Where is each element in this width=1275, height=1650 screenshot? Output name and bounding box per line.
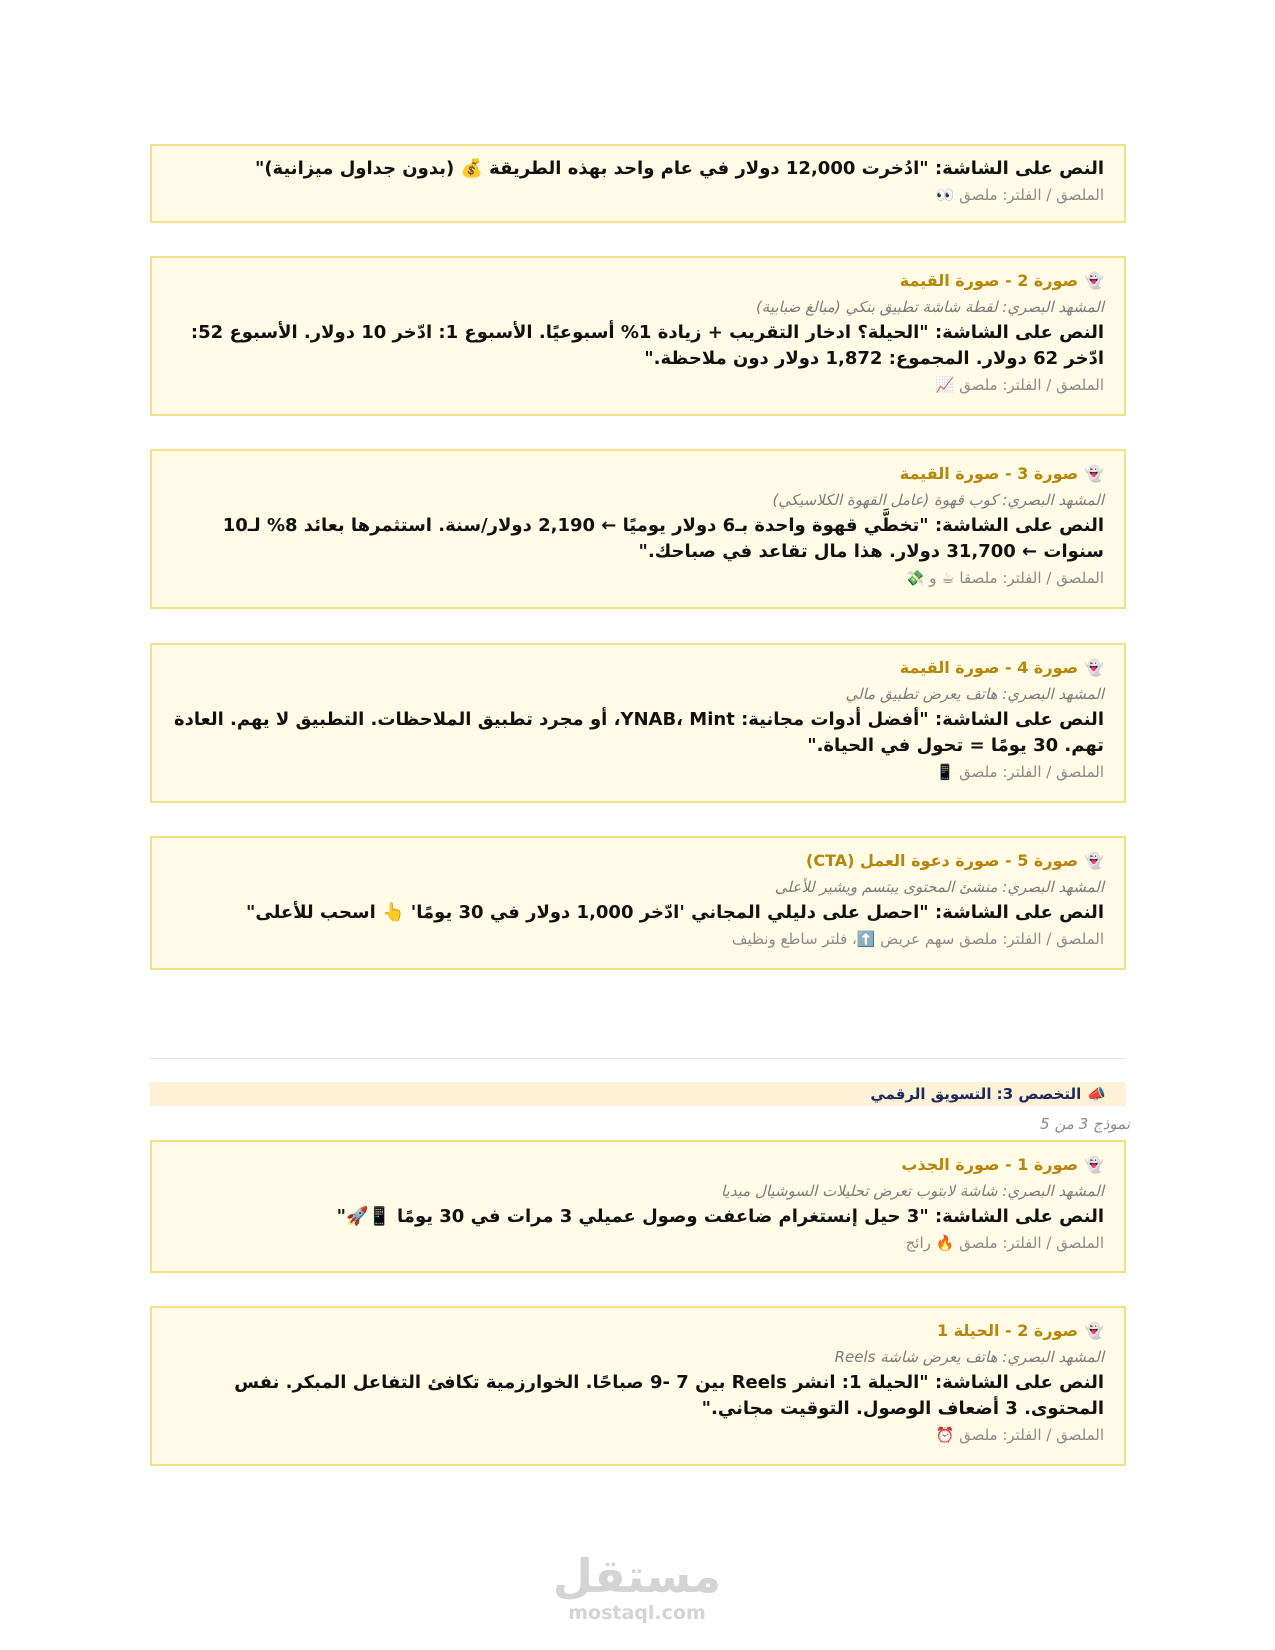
megaphone-icon: 📣 (1087, 1085, 1106, 1103)
card-title-text: صورة 3 - صورة القيمة (899, 464, 1079, 483)
story-card-2 (150, 256, 1126, 416)
card-title (172, 268, 1104, 294)
sticker-line: الملصق / الفلتر: ملصق ⏰ (935, 1426, 1104, 1444)
visual-scene: المشهد البصري: هاتف يعرض شاشة Reels (834, 1348, 1104, 1366)
sample-count: نموذج 3 من 5 (1040, 1115, 1130, 1133)
story-card-7 (150, 1306, 1126, 1466)
visual-scene: المشهد البصري: شاشة لابتوب تعرض تحليلات السوشيال ميديا (720, 1182, 1104, 1200)
screen-text: النص على الشاشة: "تخطَّي قهوة واحدة بـ6 دولار يوميًا ← 2,190 دولار/سنة. استثمرها بعائد 8% لـ10 سنوات ← 31,700 دولار. هذا مال تقاعد في صباحك." (222, 515, 1104, 562)
screen-text: النص على الشاشة: "الحيلة 1: انشر Reels بين 7 -9 صباحًا. الخوارزمية تكافئ التفاعل المبكر. نفس المحتوى. 3 أضعاف الوصول. التوقيت مجاني." (234, 1372, 1104, 1419)
logo-latin-text: mostaql.com (568, 1602, 706, 1624)
ghost-icon: 👻 (1084, 1155, 1104, 1174)
card-title-text: صورة 5 - صورة دعوة العمل (CTA) (806, 851, 1079, 870)
card-title (172, 1152, 1104, 1178)
story-card-4 (150, 643, 1126, 803)
card-title (172, 848, 1104, 874)
card-title-text: صورة 2 - الحيلة 1 (936, 1321, 1079, 1340)
ghost-icon: 👻 (1084, 1321, 1104, 1340)
section-heading (150, 1082, 1126, 1106)
visual-scene: المشهد البصري: هاتف يعرض تطبيق مالي (845, 685, 1104, 703)
section-divider (150, 1058, 1126, 1059)
card-title (172, 1318, 1104, 1344)
screen-text: النص على الشاشة: "أفضل أدوات مجانية: YNAB، Mint، أو مجرد تطبيق الملاحظات. التطبيق لا يهم. العادة تهم. 30 يومًا = تحول في الحياة." (174, 709, 1104, 756)
logo-arabic-text: مستقل (552, 1549, 722, 1603)
screen-text: النص على الشاشة: "الحيلة؟ ادخار التقريب + زيادة 1% أسبوعيًا. الأسبوع 1: ادّخر 10 دولار. الأسبوع 52: ادّخر 62 دولار. المجموع: 1,872 دولار دون ملاحظة." (190, 322, 1104, 369)
story-card-5 (150, 836, 1126, 970)
ghost-icon: 👻 (1084, 464, 1104, 483)
ghost-icon: 👻 (1084, 658, 1104, 677)
story-card-3 (150, 449, 1126, 609)
card-title-text: صورة 1 - صورة الجذب (901, 1155, 1079, 1174)
visual-scene: المشهد البصري: منشئ المحتوى يبتسم ويشير للأعلى (774, 878, 1104, 896)
sticker-line: الملصق / الفلتر: ملصق 📱 (935, 763, 1104, 781)
visual-scene: المشهد البصري: كوب قهوة (عامل القهوة الكلاسيكي) (772, 491, 1104, 509)
ghost-icon: 👻 (1084, 271, 1104, 290)
card-title (172, 655, 1104, 681)
card-title-text: صورة 2 - صورة القيمة (899, 271, 1079, 290)
screen-text: النص على الشاشة: "ادُخرت 12,000 دولار في عام واحد بهذه الطريقة 💰 (بدون جداول ميزانية)" (254, 158, 1104, 179)
visual-scene: المشهد البصري: لقطة شاشة تطبيق بنكي (مبالغ ضبابية) (755, 298, 1104, 316)
story-card-1 (150, 144, 1126, 223)
sticker-line: الملصق / الفلتر: ملصق 👀 (935, 186, 1104, 204)
card-title (172, 461, 1104, 487)
sticker-line: الملصق / الفلتر: ملصقا ☕ و 💸 (905, 569, 1104, 587)
screen-text: النص على الشاشة: "3 حيل إنستغرام ضاعفت وصول عميلي 3 مرات في 30 يومًا 📱🚀" (336, 1206, 1104, 1227)
sticker-line: الملصق / الفلتر: ملصق 🔥 رائج (905, 1234, 1104, 1252)
sticker-line: الملصق / الفلتر: ملصق 📈 (935, 376, 1104, 394)
story-card-6 (150, 1140, 1126, 1273)
sticker-line: الملصق / الفلتر: ملصق سهم عريض ⬆️، فلتر ساطع ونظيف (731, 930, 1104, 948)
card-title-text: صورة 4 - صورة القيمة (899, 658, 1079, 677)
ghost-icon: 👻 (1084, 851, 1104, 870)
section-heading-text: التخصص 3: التسويق الرقمي (870, 1085, 1082, 1103)
mostaql-logo (537, 1550, 737, 1624)
screen-text: النص على الشاشة: "احصل على دليلي المجاني 'ادّخر 1,000 دولار في 30 يومًا' 👆 اسحب للأعلى" (245, 902, 1104, 923)
